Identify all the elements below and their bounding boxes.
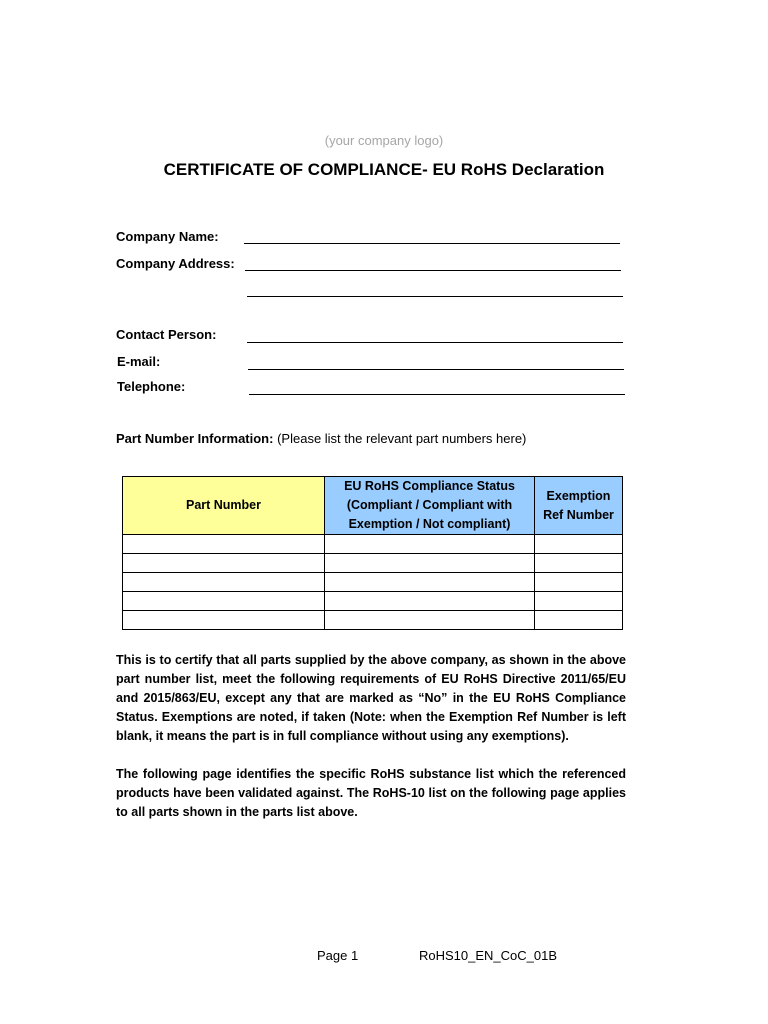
table-cell[interactable] [535, 592, 623, 611]
table-cell[interactable] [123, 611, 325, 630]
table-row [123, 554, 623, 573]
table-row [123, 573, 623, 592]
header-exemption-ref: Exemption Ref Number [535, 477, 623, 535]
company-logo-placeholder: (your company logo) [324, 133, 444, 148]
parts-table [122, 476, 623, 630]
part-number-info-label: Part Number Information: [116, 431, 274, 446]
table-cell[interactable] [535, 535, 623, 554]
contact-person-line[interactable] [247, 342, 623, 343]
table-row [123, 535, 623, 554]
company-name-label: Company Name: [116, 229, 219, 244]
company-name-line[interactable] [244, 243, 620, 244]
header-compliance-status: EU RoHS Compliance Status (Compliant / Compliant with Exemption / Not compliant) [325, 477, 535, 535]
table-cell[interactable] [325, 535, 535, 554]
table-cell[interactable] [123, 592, 325, 611]
page-number: Page 1 [317, 948, 359, 963]
table-row [123, 611, 623, 630]
table-cell[interactable] [325, 554, 535, 573]
table-cell[interactable] [535, 573, 623, 592]
company-address-line-1[interactable] [245, 270, 621, 271]
email-line[interactable] [248, 369, 624, 370]
table-cell[interactable] [535, 554, 623, 573]
table-cell[interactable] [123, 573, 325, 592]
certification-paragraph: This is to certify that all parts supplied by the above company, as shown in the above part number list, meet the following requirements of EU RoHS Directive 2011/65/EU and 2015/863/EU, except any that are marked as “No” in the EU RoHS Compliance Status. Exemptions are noted, if taken (Note: when the Exemption Ref Number is left blank, it means the part is in full compliance without using any exemptions). [116, 653, 626, 743]
table-header-row [123, 477, 623, 535]
table-cell[interactable] [535, 611, 623, 630]
document-id: RoHS10_EN_CoC_01B [419, 948, 558, 963]
table-cell[interactable] [325, 592, 535, 611]
table-cell[interactable] [123, 535, 325, 554]
table-cell[interactable] [123, 554, 325, 573]
substance-list-paragraph: The following page identifies the specific RoHS substance list which the referenced products have been validated against. The RoHS-10 list on the following page applies to all parts shown in the parts list above. [116, 767, 626, 819]
company-address-label: Company Address: [116, 256, 235, 271]
email-label: E-mail: [117, 354, 161, 369]
contact-person-label: Contact Person: [116, 327, 217, 342]
table-cell[interactable] [325, 573, 535, 592]
document-title: CERTIFICATE OF COMPLIANCE- EU RoHS Declaration [163, 160, 605, 179]
part-number-info-note: (Please list the relevant part numbers here) [277, 431, 527, 446]
telephone-label: Telephone: [117, 379, 186, 394]
table-row [123, 592, 623, 611]
table-cell[interactable] [325, 611, 535, 630]
telephone-line[interactable] [249, 394, 625, 395]
company-address-line-2[interactable] [247, 296, 623, 297]
header-part-number: Part Number [123, 477, 325, 535]
part-number-info [116, 431, 526, 446]
